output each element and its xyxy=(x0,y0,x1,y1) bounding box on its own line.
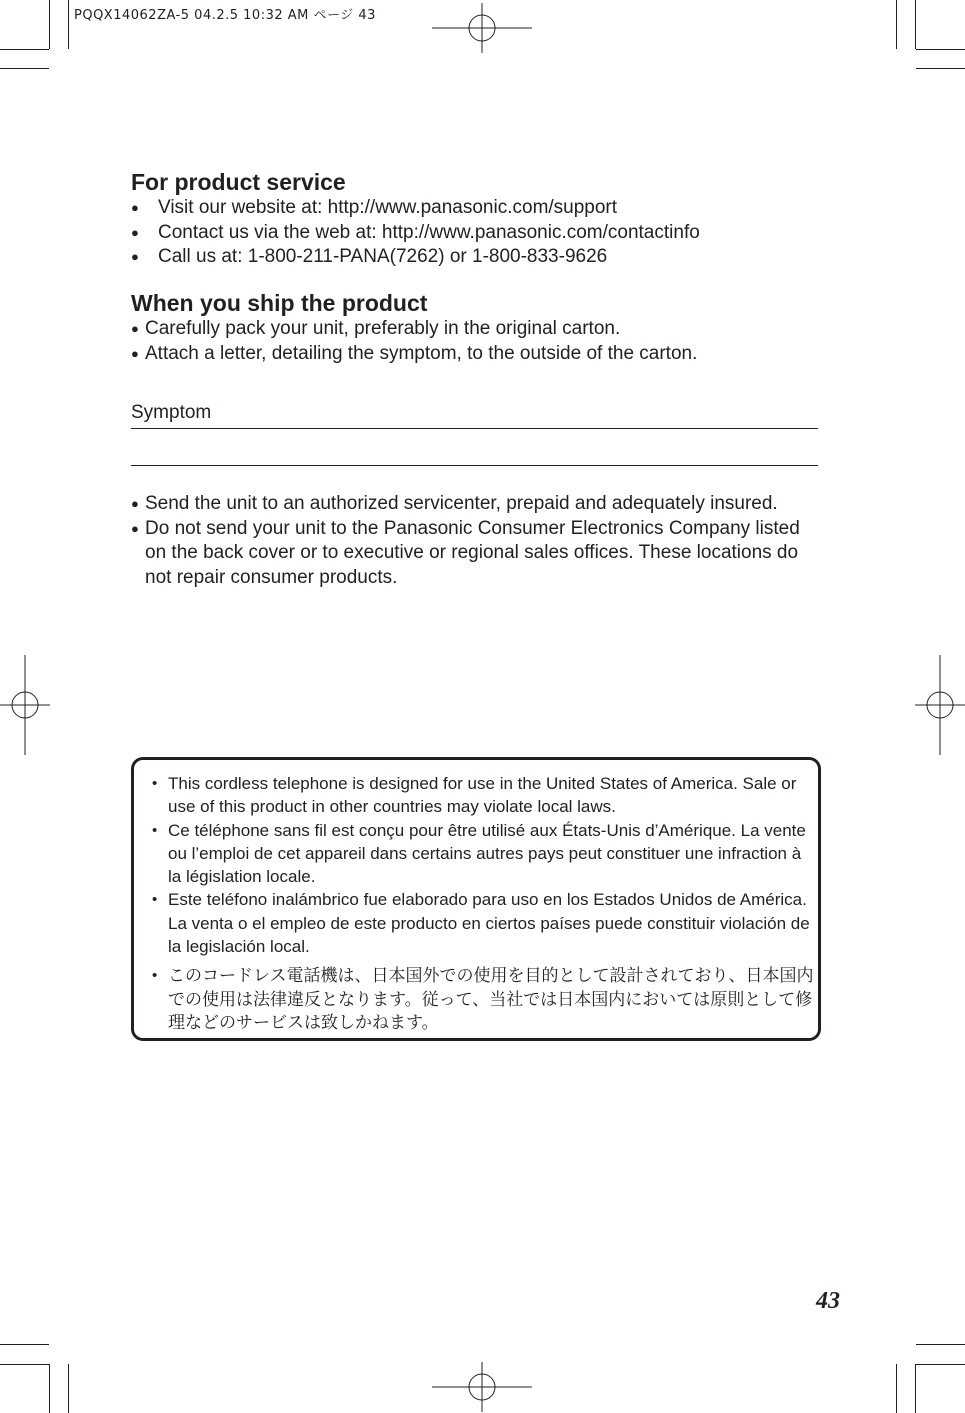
crop-mark xyxy=(896,1364,897,1413)
ship-product-heading: When you ship the product xyxy=(131,290,428,316)
crop-mark xyxy=(915,1364,916,1413)
symptom-label: Symptom xyxy=(131,402,212,423)
notice-list xyxy=(168,772,816,1034)
notice-item-japanese: • このコードレス電話機は、日本国外での使用を目的として設計されており、日本国内での使用は法律違反となります。従って、当社では日本国内においては原則として修理などのサービスは致しかねます。 xyxy=(168,964,816,1034)
registration-mark-icon xyxy=(915,655,965,755)
crop-mark xyxy=(0,1364,49,1365)
crop-mark xyxy=(896,0,897,49)
registration-mark-icon xyxy=(432,1362,532,1412)
crop-mark xyxy=(916,68,965,69)
print-header: PQQX14062ZA-5 04.2.5 10:32 AM ページ 43 xyxy=(74,8,376,23)
crop-mark xyxy=(0,1344,49,1345)
product-service-section xyxy=(131,168,831,270)
crop-mark xyxy=(68,0,69,49)
list-item: ● Call us at: 1-800-211-PANA(7262) or 1-800-833-9626 xyxy=(131,245,831,270)
crop-mark xyxy=(0,49,49,50)
crop-mark xyxy=(915,0,916,49)
list-item: ● Attach a letter, detailing the symptom, to the outside of the carton. xyxy=(131,342,831,367)
product-service-heading: For product service xyxy=(131,169,346,195)
crop-mark xyxy=(0,68,49,69)
crop-mark xyxy=(916,1344,965,1345)
registration-mark-icon xyxy=(432,3,532,53)
registration-mark-icon xyxy=(0,655,50,755)
crop-mark xyxy=(916,1364,965,1365)
ship-product-list-more xyxy=(131,492,821,590)
notice-item-spanish: • Este teléfono inalámbrico fue elaborado para uso en los Estados Unidos de América. La venta o el empleo de este producto en ciertos países puede constituir violación de la legislación local. xyxy=(168,888,816,958)
list-item: ● Send the unit to an authorized servicenter, prepaid and adequately insured. xyxy=(131,492,821,517)
notice-box xyxy=(131,757,821,1041)
symptom-line xyxy=(131,465,818,466)
ship-product-list xyxy=(131,317,831,366)
crop-mark xyxy=(916,49,965,50)
crop-mark xyxy=(49,1364,50,1413)
crop-mark xyxy=(49,0,50,49)
list-item: ● Carefully pack your unit, preferably in the original carton. xyxy=(131,317,831,342)
notice-item-english: • This cordless telephone is designed for use in the United States of America. Sale or use of this product in other countries may violate local laws. xyxy=(168,772,816,819)
ship-product-section xyxy=(131,289,831,366)
product-service-list xyxy=(131,196,831,270)
symptom-line xyxy=(131,428,818,429)
notice-item-french: • Ce téléphone sans fil est conçu pour être utilisé aux États-Unis d’Amérique. La vente ou l’emploi de cet appareil dans certains autres pays peut constituer une infraction à la législation locale. xyxy=(168,819,816,889)
list-item: ● Visit our website at: http://www.panasonic.com/support xyxy=(131,196,831,221)
page-number: 43 xyxy=(816,1288,840,1314)
ship-product-more xyxy=(131,492,821,590)
list-item: ● Do not send your unit to the Panasonic Consumer Electronics Company listed on the back cover or to executive or regional sales offices. These locations do not repair consumer products. xyxy=(131,517,821,591)
list-item: ● Contact us via the web at: http://www.panasonic.com/contactinfo xyxy=(131,221,831,246)
crop-mark xyxy=(68,1364,69,1413)
